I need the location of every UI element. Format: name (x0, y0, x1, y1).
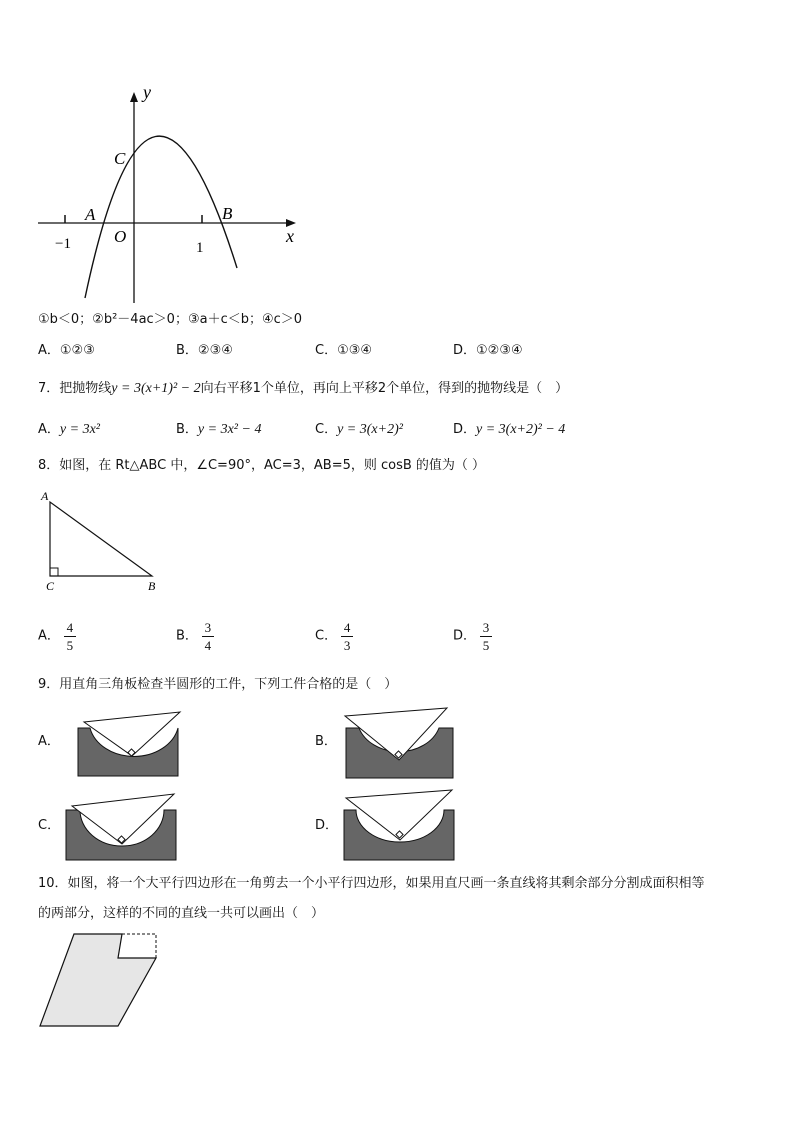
q8-stem: 8．如图，在 Rt△ABC 中，∠C=90°，AC=3，AB=5，则 cosB 的值为（ ） (38, 458, 486, 473)
y-axis-label: y (143, 82, 151, 102)
point-b-label: B (222, 204, 233, 223)
q10-stem-line2: 的两部分，这样的不同的直线一共可以画出（ ） (38, 906, 325, 921)
option-letter: B． (176, 628, 198, 644)
vertex-a-label: A (41, 489, 49, 503)
tick-neg1-label: −1 (55, 236, 71, 252)
option-text: y = 3x² (59, 422, 100, 437)
fraction (341, 620, 353, 653)
option-letter: C． (315, 422, 338, 437)
q9-option-b-label[interactable]: B． (315, 734, 337, 749)
right-triangle-figure (36, 486, 166, 596)
q6-option-a[interactable] (38, 342, 95, 360)
numerator: 4 (343, 620, 351, 635)
option-letter: A． (38, 628, 60, 644)
parallelogram-figure (36, 930, 166, 1030)
option-text: y = 3x² − 4 (197, 422, 262, 437)
q9-option-c-label[interactable]: C． (38, 818, 61, 833)
q7-number: 7． (38, 381, 60, 396)
denominator: 4 (204, 638, 212, 653)
point-c-label: C (114, 149, 126, 168)
vertex-b-label: B (148, 579, 156, 593)
denominator: 5 (482, 638, 490, 653)
option-letter: D． (453, 422, 477, 437)
q8-option-d[interactable] (453, 620, 492, 653)
q7-post: 向右平移1个单位，再向上平移2个单位，得到的抛物线是（ ） (200, 381, 569, 396)
numerator: 3 (482, 620, 490, 635)
q8-option-b[interactable] (176, 620, 214, 653)
q6-option-b[interactable] (176, 342, 233, 360)
workpiece-c[interactable] (64, 792, 180, 864)
denominator: 3 (343, 638, 351, 653)
numerator: 3 (204, 620, 212, 635)
denominator: 5 (66, 638, 74, 653)
option-text: ①③④ (337, 343, 373, 358)
q7-option-c[interactable] (315, 421, 403, 439)
q9-option-a-label[interactable]: A． (38, 734, 60, 749)
q8-option-c[interactable] (315, 620, 353, 653)
remaining-shape (40, 934, 156, 1026)
fraction (202, 620, 214, 653)
q7-option-b[interactable] (176, 421, 261, 439)
option-letter: C． (315, 628, 338, 644)
triangle-abc (50, 502, 152, 576)
option-text: ①②③④ (476, 343, 523, 358)
q6-option-c[interactable] (315, 342, 372, 360)
parabola-curve (85, 136, 237, 298)
cut-piece-outline (122, 934, 156, 958)
option-letter: A． (38, 422, 60, 437)
option-letter: B． (176, 343, 198, 358)
origin-label: O (114, 227, 127, 246)
q7-stem (38, 380, 568, 398)
option-letter: A． (38, 343, 60, 358)
tick-1-label: 1 (196, 240, 204, 256)
right-angle-mark (50, 568, 58, 576)
point-a-label: A (85, 205, 96, 224)
q6-statements: ①b＜0；②b²－4ac＞0；③a＋c＜b；④c＞0 (38, 312, 303, 327)
option-letter: B． (176, 422, 198, 437)
y-axis-arrow (130, 92, 138, 102)
option-text: ①②③ (59, 343, 95, 358)
fraction (480, 620, 492, 653)
q7-option-a[interactable] (38, 421, 100, 439)
fraction (64, 620, 76, 653)
option-letter: C． (315, 343, 338, 358)
workpiece-b[interactable] (343, 706, 458, 782)
q7-pre: 把抛物线 (59, 381, 112, 396)
numerator: 4 (66, 620, 74, 635)
option-letter: D． (453, 343, 477, 358)
option-text: y = 3(x+2)² − 4 (476, 422, 566, 437)
option-letter: D． (453, 628, 477, 644)
option-text: ②③④ (197, 343, 233, 358)
vertex-c-label: C (46, 579, 55, 593)
q10-stem-line1: 10．如图，将一个大平行四边形在一角剪去一个小平行四边形，如果用直尺画一条直线将其剩余部分分割成面积相等 (38, 876, 705, 891)
option-text: y = 3(x+2)² (337, 422, 403, 437)
q9-option-d-label[interactable]: D． (315, 818, 339, 833)
q6-option-d[interactable] (453, 342, 523, 360)
q9-stem: 9．用直角三角板检查半圆形的工件，下列工件合格的是（ ） (38, 677, 398, 692)
x-axis-label: x (286, 226, 294, 246)
parabola-graph (30, 80, 310, 310)
q7-option-d[interactable] (453, 421, 565, 439)
q8-option-a[interactable] (38, 620, 76, 653)
q7-formula: y = 3(x+1)² − 2 (111, 381, 201, 396)
workpiece-d[interactable] (342, 788, 458, 864)
workpiece-a[interactable] (76, 708, 186, 780)
